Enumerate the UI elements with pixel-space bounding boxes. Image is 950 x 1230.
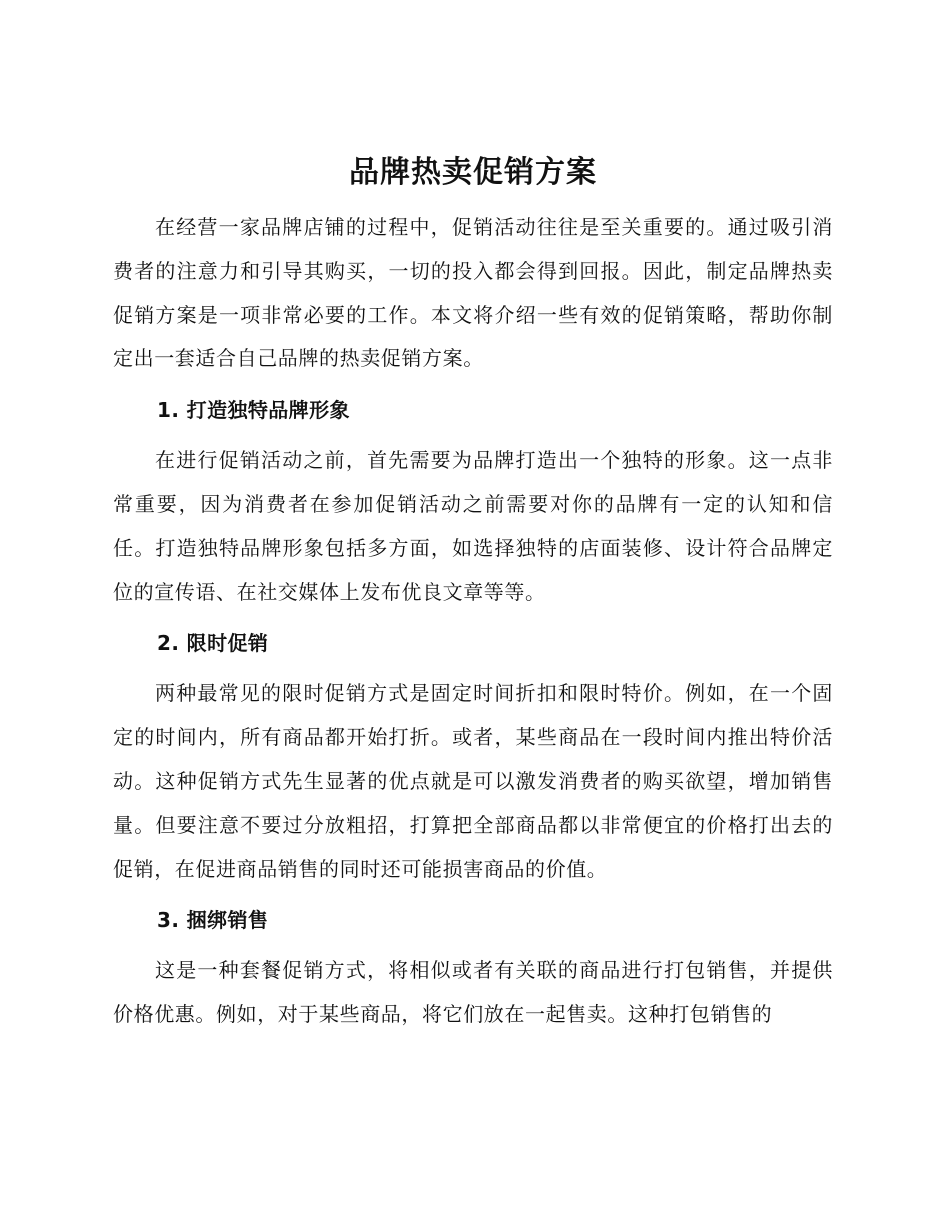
section-paragraph: 两种最常见的限时促销方式是固定时间折扣和限时特价。例如，在一个固定的时间内，所有商品都开始打折。或者，某些商品在一段时间内推出特价活动。这种促销方式先生显著的优点就是可以激发消费者的购买欲望，增加销售量。但要注意不要过分放粗招，打算把全部商品都以非常便宜的价格打出去的促销，在促进商品销售的同时还可能损害商品的价值。 [113,681,833,881]
section-heading: 2. 限时促销 [157,631,269,656]
document-page [113,148,833,1037]
intro-paragraph: 在经营一家品牌店铺的过程中，促销活动往往是至关重要的。通过吸引消费者的注意力和引导其购买，一切的投入都会得到回报。因此，制定品牌热卖促销方案是一项非常必要的工作。本文将介绍一些有效的促销策略，帮助你制定出一套适合自己品牌的热卖促销方案。 [113,215,833,371]
section-heading: 3. 捆绑销售 [157,908,269,933]
spacer [113,891,833,905]
spacer [113,658,833,672]
spacer [113,198,833,206]
section-heading: 1. 打造独特品牌形象 [157,398,350,423]
section-paragraph: 这是一种套餐促销方式，将相似或者有关联的商品进行打包销售，并提供价格优惠。例如，对于某些商品，将它们放在一起售卖。这种打包销售的 [113,958,833,1027]
section-paragraph: 在进行促销活动之前，首先需要为品牌打造出一个独特的形象。这一点非常重要，因为消费者在参加促销活动之前需要对你的品牌有一定的认知和信任。打造独特品牌形象包括多方面，如选择独特的店面装修、设计符合品牌定位的宣传语、在社交媒体上发布优良文章等等。 [113,448,833,604]
spacer [113,614,833,628]
spacer [113,425,833,439]
spacer [113,381,833,395]
spacer [113,935,833,949]
document-title: 品牌热卖促销方案 [349,155,597,190]
